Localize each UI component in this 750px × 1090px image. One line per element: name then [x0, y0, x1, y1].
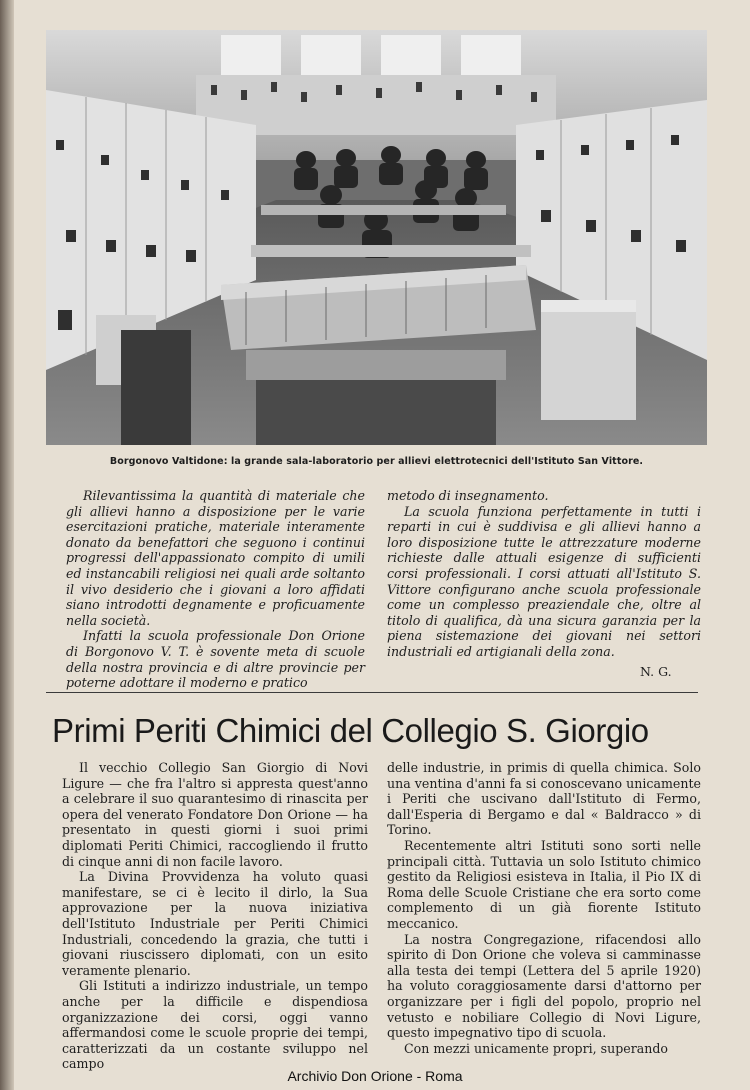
article2-right-paragraph: delle industrie, in primis di quella chimica. Solo una ventina d'anni fa si conoscevano unicamente i Periti che uscivano dall'Istituto di Fermo, dall'Esperia di Bergamo e dal « Baldracco » di Torino. [387, 760, 701, 838]
photo-caption: Borgonovo Valtidone: la grande sala-laboratorio per allievi elettrotecnici dell'Istituto San Vittore. [109, 456, 644, 467]
laboratory-photo [46, 30, 707, 445]
article2-headline: Primi Periti Chimici del Collegio S. Giorgio [52, 712, 649, 749]
article2-left-paragraph: Il vecchio Collegio San Giorgio di Novi Ligure — che fra l'altro si appresta quest'anno a celebrare il suo quarantesimo di rinascita per opera del venerato Fondatore Don Orione — ha presentato in questi giorni i suoi primi diplomati Periti Chimici, raccogliendo il frutto di cinque anni di non facile lavoro. [62, 760, 368, 869]
article1-left-column [66, 488, 365, 691]
article1-right-column [387, 488, 701, 660]
article1-signature: N. G. [640, 664, 672, 679]
article2-right-column [387, 760, 701, 1056]
article2-right-paragraph: La nostra Congregazione, rifacendosi allo spirito di Don Orione che voleva si camminasse alla testa dei tempi (Lettera del 5 aprile 1920) ha voluto coraggiosamente darsi d'attorno per organizzare per i figli del popolo, proprio nel vetusto e nobiliare Collegio di Novi Ligure, questo impegnativo tipo di scuola. [387, 931, 701, 1041]
article1-left-paragraph: Infatti la scuola professionale Don Orione di Borgonovo V. T. è sovente meta di scuole della nostra provincia e di altre provincie per poterne adottare il moderno e pratico [66, 628, 365, 691]
article2-left-column [62, 760, 368, 1072]
section-divider [46, 692, 698, 693]
photo-icon [46, 30, 707, 445]
article2-right-paragraph: Con mezzi unicamente propri, superando [404, 1040, 669, 1056]
article2-left-paragraph: La Divina Provvidenza ha voluto quasi manifestare, se ci è lecito il dirlo, la Sua approvazione per la nuova iniziativa dell'Istituto Industriale per Periti Chimici Industriali, concedendo la grazia, che tutti i giovani riuscissero diplomati, con un esito veramente plenario. [62, 869, 368, 978]
article1-left-paragraph: Rilevantissima la quantità di materiale che gli allievi hanno a disposizione per le varie esercitazioni pratiche, materiale interamente donato da benefattori che seguono i continui progressi dell'appassionato compito di umili ed instancabili religiosi nei quali arde soltanto il vivo desiderio che i giovani a loro affidati siano introdotti degnamente e proficuamente nella società. [66, 488, 365, 628]
article2-left-paragraph: Gli Istituti a indirizzo industriale, un tempo anche per la difficile e dispendiosa organizzazione dei corsi, oggi vanno affermandosi come le scuole proprie dei tempi, caratterizzati da un costante sviluppo nel campo [62, 978, 368, 1072]
article2-right-paragraph: Recentemente altri Istituti sono sorti nelle principali città. Tuttavia un solo Istituto chimico gestito da Religiosi esisteva in Italia, il Pio IX di Roma delle Scuole Cristiane che era sorto come complemento di un già fiorente Istituto meccanico. [387, 837, 701, 931]
article1-right-paragraph: La scuola funziona perfettamente in tutti i reparti in cui è suddivisa e gli allievi hanno a loro disposizione tutte le attrezzature moderne richieste dalle attuali esigenze di sufficienti corsi professionali. I corsi attuati all'Istituto S. Vittore configurano anche scuola professionale come un complesso preaziendale che, oltre al titolo di qualifica, dà una sicura garanzia per la piena sistemazione dei giovani nei settori industriali ed artigianali della zona. [387, 503, 701, 659]
archive-footer: Archivio Don Orione - Roma [287, 1068, 463, 1084]
article1-right-paragraph: metodo di insegnamento. [387, 488, 549, 503]
page-binding-edge [0, 0, 14, 1090]
